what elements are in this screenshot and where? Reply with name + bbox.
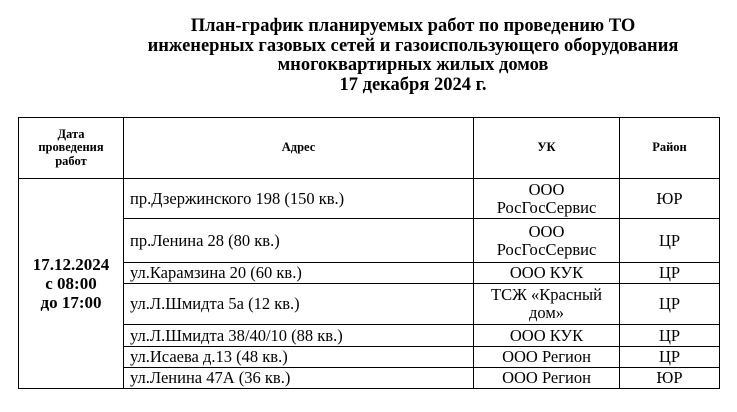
uk-line: ООО <box>528 179 565 199</box>
title-line-1: План-график планируемых работ по проведению ТО <box>190 16 636 36</box>
uk-line: ООО <box>528 221 565 241</box>
district-cell: ЮР <box>620 368 720 389</box>
header-address: Адрес <box>124 118 474 179</box>
title-line-3: многоквартирных жилых домов <box>277 55 549 75</box>
header-row <box>19 118 720 179</box>
table-row <box>19 347 720 368</box>
address-cell: ул.Карамзина 20 (60 кв.) <box>124 263 474 284</box>
header-district: Район <box>620 118 720 179</box>
uk-cell: ООО Регион <box>474 368 620 389</box>
table-row <box>19 219 720 263</box>
district-cell: ЦР <box>620 219 720 263</box>
uk-cell: ООО КУК <box>474 263 620 284</box>
uk-cell <box>474 219 620 263</box>
district-cell: ЮР <box>620 179 720 219</box>
district-cell: ЦР <box>620 263 720 284</box>
date-value: 17.12.2024 <box>32 255 110 274</box>
table-row <box>19 179 720 219</box>
header-uk: УК <box>474 118 620 179</box>
header-date-line: проведения <box>38 140 104 155</box>
district-cell: ЦР <box>620 325 720 347</box>
table-row <box>19 368 720 389</box>
schedule-table <box>18 117 720 389</box>
table-row <box>19 284 720 325</box>
address-cell: ул.Исаева д.13 (48 кв.) <box>124 347 474 368</box>
district-cell: ЦР <box>620 284 720 325</box>
header-date-line: работ <box>55 153 87 168</box>
uk-line: РосГосСервис <box>496 239 597 259</box>
uk-line: РосГосСервис <box>496 197 597 217</box>
uk-line: дом» <box>528 303 565 322</box>
uk-line: ТСЖ «Красный <box>491 285 602 304</box>
address-cell: ул.Ленина 47А (36 кв.) <box>124 368 474 389</box>
address-cell: пр.Дзержинского 198 (150 кв.) <box>124 179 474 219</box>
uk-cell: ООО КУК <box>474 325 620 347</box>
address-cell: ул.Л.Шмидта 5а (12 кв.) <box>124 284 474 325</box>
time-end: до 17:00 <box>40 293 102 312</box>
address-cell: ул.Л.Шмидта 38/40/10 (88 кв.) <box>124 325 474 347</box>
uk-cell <box>474 284 620 325</box>
title-date: 17 декабря 2024 г. <box>339 74 487 95</box>
uk-cell: ООО Регион <box>474 347 620 368</box>
address-cell: пр.Ленина 28 (80 кв.) <box>124 219 474 263</box>
district-cell: ЦР <box>620 347 720 368</box>
document-title <box>98 17 728 95</box>
title-line-2: инженерных газовых сетей и газоиспользующего оборудования <box>147 35 679 56</box>
header-date <box>19 118 124 179</box>
table-row <box>19 325 720 347</box>
uk-cell <box>474 179 620 219</box>
time-start: с 08:00 <box>45 274 97 293</box>
header-date-line: Дата <box>57 126 85 141</box>
date-cell <box>19 179 124 389</box>
table-row <box>19 263 720 284</box>
